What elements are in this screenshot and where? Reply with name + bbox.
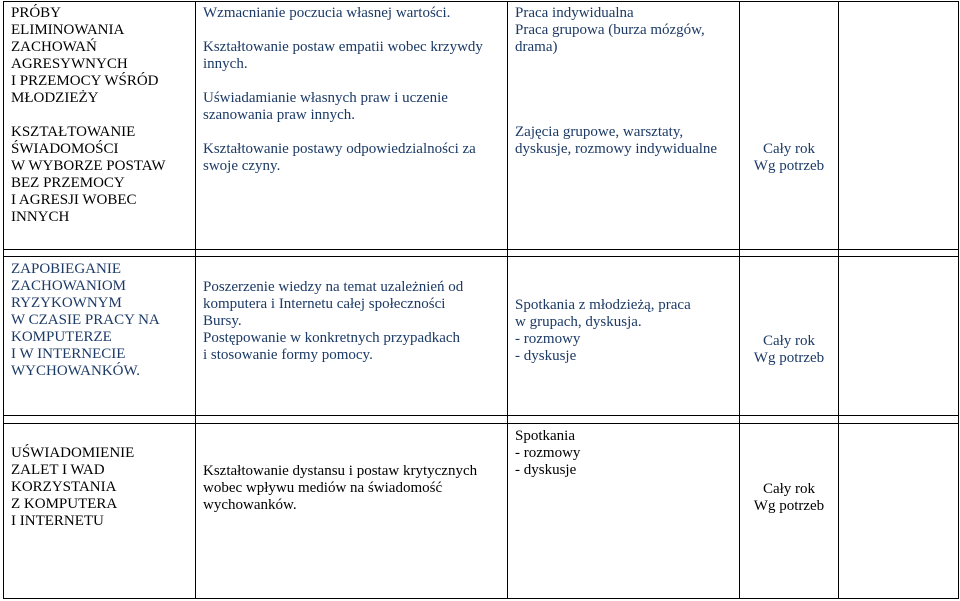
row2-method-line: Spotkania z młodzieżą, praca xyxy=(515,297,691,313)
row3-term xyxy=(739,481,839,515)
row1-area-line: ELIMINOWANIA xyxy=(11,22,125,38)
row1-task-line: innych. xyxy=(203,56,248,72)
row1-task-line: swoje czyny. xyxy=(203,158,281,174)
row1-task-spacer xyxy=(203,73,483,90)
row2-term xyxy=(739,333,839,367)
row2-area-line: WYCHOWANKÓW. xyxy=(11,363,141,379)
row-divider-4 xyxy=(3,423,959,424)
row1-area-spacer xyxy=(11,107,166,124)
row1-area-line: MŁODZIEŻY xyxy=(11,90,99,106)
row1-task-line: Kształtowanie postawy odpowiedzialności za xyxy=(203,141,476,157)
row3-task-line: wobec wpływu mediów na świadomość xyxy=(203,480,443,496)
row2-area-line: I W INTERNECIE xyxy=(11,346,126,362)
row3-term-line: Cały rok xyxy=(762,481,816,497)
col-divider-0 xyxy=(3,1,4,599)
row1-method-spacer xyxy=(515,107,717,124)
row2-area-line: W CZASIE PRACY NA xyxy=(11,312,160,328)
col-divider-2 xyxy=(507,1,508,599)
table-border-top xyxy=(3,1,959,2)
row2-term-line: Cały rok xyxy=(762,333,816,349)
row1-method-line: dyskusje, rozmowy indywidualne xyxy=(515,141,718,157)
row3-term-line: Wg potrzeb xyxy=(753,498,825,514)
row2-method-line: - rozmowy xyxy=(515,331,581,347)
row1-area xyxy=(11,5,166,226)
row2-term-line: Wg potrzeb xyxy=(753,350,825,366)
table-border-right xyxy=(958,1,959,599)
row3-area-line: KORZYSTANIA xyxy=(11,479,117,495)
row2-area-line: KOMPUTERZE xyxy=(11,329,112,345)
row1-task-line: Uświadamianie własnych praw i uczenie xyxy=(203,90,448,106)
row1-term-line: Cały rok xyxy=(762,141,816,157)
row3-methods xyxy=(515,428,580,479)
row1-method-spacer xyxy=(515,90,717,107)
row1-term-line: Wg potrzeb xyxy=(753,158,825,174)
row3-area-line: ZALET I WAD xyxy=(11,462,105,478)
row1-method-spacer xyxy=(515,56,717,73)
row3-method-line: - dyskusje xyxy=(515,462,577,478)
row1-area-line: BEZ PRZEMOCY xyxy=(11,175,125,191)
row1-term xyxy=(739,141,839,175)
row2-area xyxy=(11,261,160,380)
row2-area-line: ZACHOWANIOM xyxy=(11,278,126,294)
row2-area-line: RYZYKOWNYM xyxy=(11,295,122,311)
row2-task-line: Postępowanie w konkretnych przypadkach xyxy=(203,330,461,346)
row1-area-line: INNYCH xyxy=(11,209,70,225)
row2-method-line: - dyskusje xyxy=(515,348,577,364)
row1-method-line: Zajęcia grupowe, warsztaty, xyxy=(515,124,684,140)
row2-task-line: Poszerzenie wiedzy na temat uzależnień od xyxy=(203,279,464,295)
row-divider-2 xyxy=(3,256,959,257)
row1-area-line: PRÓBY xyxy=(11,5,62,21)
row3-task-line: Kształtowanie dystansu i postaw krytycznych xyxy=(203,463,478,479)
row3-task-line: wychowanków. xyxy=(203,497,297,513)
row1-area-line: I AGRESJI WOBEC xyxy=(11,192,137,208)
row2-task-line: komputera i Internetu całej społeczności xyxy=(203,296,446,312)
row-divider-1 xyxy=(3,249,959,250)
row1-method-line: drama) xyxy=(515,39,558,55)
col-divider-1 xyxy=(195,1,196,599)
row1-method-spacer xyxy=(515,73,717,90)
row3-area-line: Z KOMPUTERA xyxy=(11,496,118,512)
row3-tasks xyxy=(203,463,477,514)
row1-task-line: Kształtowanie postaw empatii wobec krzywdy xyxy=(203,39,483,55)
row1-methods xyxy=(515,5,717,158)
table-border-bottom xyxy=(3,598,959,599)
row2-method-line: w grupach, dyskusja. xyxy=(515,314,642,330)
row3-method-line: - rozmowy xyxy=(515,445,581,461)
row2-tasks xyxy=(203,279,463,364)
row2-area-line: ZAPOBIEGANIE xyxy=(11,261,121,277)
row1-tasks xyxy=(203,5,483,175)
row1-area-line: ZACHOWAŃ xyxy=(11,39,97,55)
row1-method-line: Praca indywidualna xyxy=(515,5,634,21)
row1-task-spacer xyxy=(203,124,483,141)
row1-area-line: AGRESYWNYCH xyxy=(11,56,128,72)
row1-area-line: I PRZEMOCY WŚRÓD xyxy=(11,73,159,89)
row3-area-line: I INTERNETU xyxy=(11,513,104,529)
row-divider-3 xyxy=(3,415,959,416)
row1-area-line: KSZTAŁTOWANIE xyxy=(11,124,136,140)
row1-area-line: W WYBORZE POSTAW xyxy=(11,158,166,174)
row3-method-line: Spotkania xyxy=(515,428,575,444)
row2-task-line: Bursy. xyxy=(203,313,242,329)
row2-task-line: i stosowanie formy pomocy. xyxy=(203,347,373,363)
row2-methods xyxy=(515,297,691,365)
row1-task-line: Wzmacnianie poczucia własnej wartości. xyxy=(203,5,451,21)
row1-task-spacer xyxy=(203,22,483,39)
row1-task-line: szanowania praw innych. xyxy=(203,107,356,123)
row1-area-line: ŚWIADOMOŚCI xyxy=(11,141,119,157)
row3-area-line: UŚWIADOMIENIE xyxy=(11,445,135,461)
row3-area xyxy=(11,445,134,530)
row1-method-line: Praca grupowa (burza mózgów, xyxy=(515,22,705,38)
